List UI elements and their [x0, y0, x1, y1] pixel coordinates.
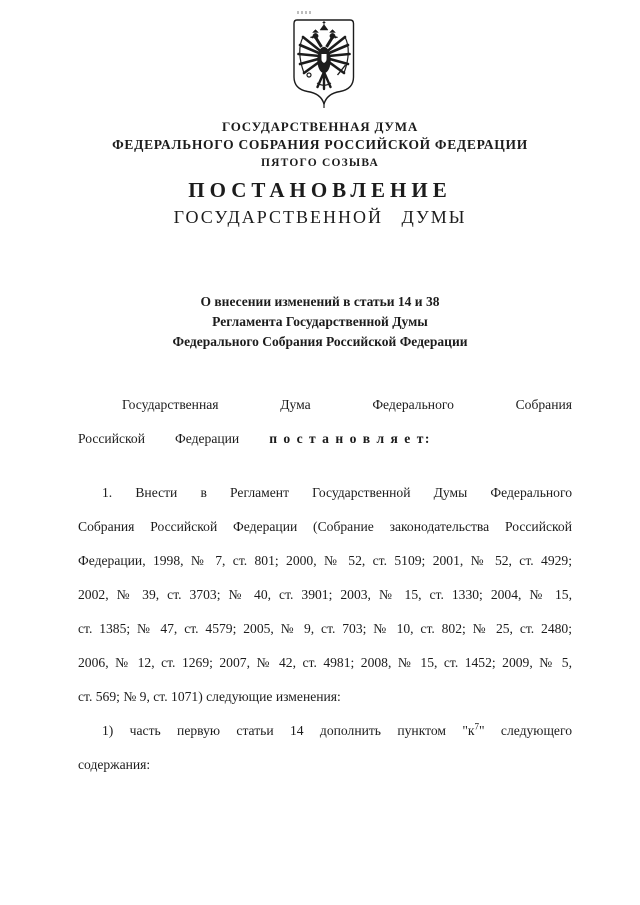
- doc-type-line1: ПОСТАНОВЛЕНИЕ: [188, 178, 452, 202]
- document-type-title: [0, 178, 640, 228]
- body-segment: 1) часть первую статьи 14 дополнить пунктом "к: [102, 723, 475, 738]
- org-name-line1: ГОСУДАРСТВЕННАЯ ДУМА: [221, 119, 419, 134]
- body-line: Государственная Дума Федерального Собрания: [122, 397, 572, 412]
- coat-of-arms-emblem: [290, 17, 358, 109]
- body-line: Федерации, 1998, № 7, ст. 801; 2000, № 52, ст. 5109; 2001, № 52, ст. 4929;: [78, 553, 572, 568]
- body-line: ст. 569; № 9, ст. 1071) следующие изменения:: [78, 689, 341, 704]
- body-line: 1. Внести в Регламент Государственной Думы Федерального: [102, 485, 572, 500]
- paragraph-resolution: [78, 388, 572, 456]
- body-line: [78, 422, 572, 456]
- paragraph-item-1: [78, 714, 572, 782]
- org-name-line2: ФЕДЕРАЛЬНОГО СОБРАНИЯ РОССИЙСКОЙ ФЕДЕРАЦИИ: [112, 137, 528, 152]
- document-body: [78, 388, 572, 782]
- subject-line: Федерального Собрания Российской Федерации: [172, 334, 468, 349]
- convocation-line: ПЯТОГО СОЗЫВА: [260, 157, 380, 169]
- body-line: содержания:: [78, 757, 151, 772]
- document-subject: [0, 292, 640, 352]
- letterhead: [0, 119, 640, 170]
- body-word: Российской: [78, 431, 145, 446]
- body-line: 2006, № 12, ст. 1269; 2007, № 42, ст. 4981; 2008, № 15, ст. 1452; 2009, № 5,: [78, 655, 572, 670]
- body-line: [78, 714, 572, 748]
- paragraph-amendment-list: [78, 476, 572, 714]
- subject-line: О внесении изменений в статьи 14 и 38: [200, 294, 440, 309]
- body-line: ст. 1385; № 47, ст. 4579; 2005, № 9, ст. 703; № 10, ст. 802; № 25, ст. 2480;: [78, 621, 572, 636]
- resolution-verb: п о с т а н о в л я е т:: [269, 431, 431, 446]
- superscript-7: 7: [474, 721, 480, 732]
- body-line: Собрания Российской Федерации (Собрание законодательства Российской: [78, 519, 572, 534]
- doc-type-line2: ГОСУДАРСТВЕННОЙ ДУМЫ: [173, 207, 467, 227]
- subject-line: Регламента Государственной Думы: [212, 314, 428, 329]
- body-line: 2002, № 39, ст. 3703; № 40, ст. 3901; 2003, № 15, ст. 1330; 2004, № 15,: [78, 587, 572, 602]
- scan-artifact: [297, 11, 311, 14]
- russian-coat-of-arms-icon: [290, 17, 358, 109]
- body-word: Федерации: [175, 431, 240, 446]
- body-segment: " следующего: [479, 723, 572, 738]
